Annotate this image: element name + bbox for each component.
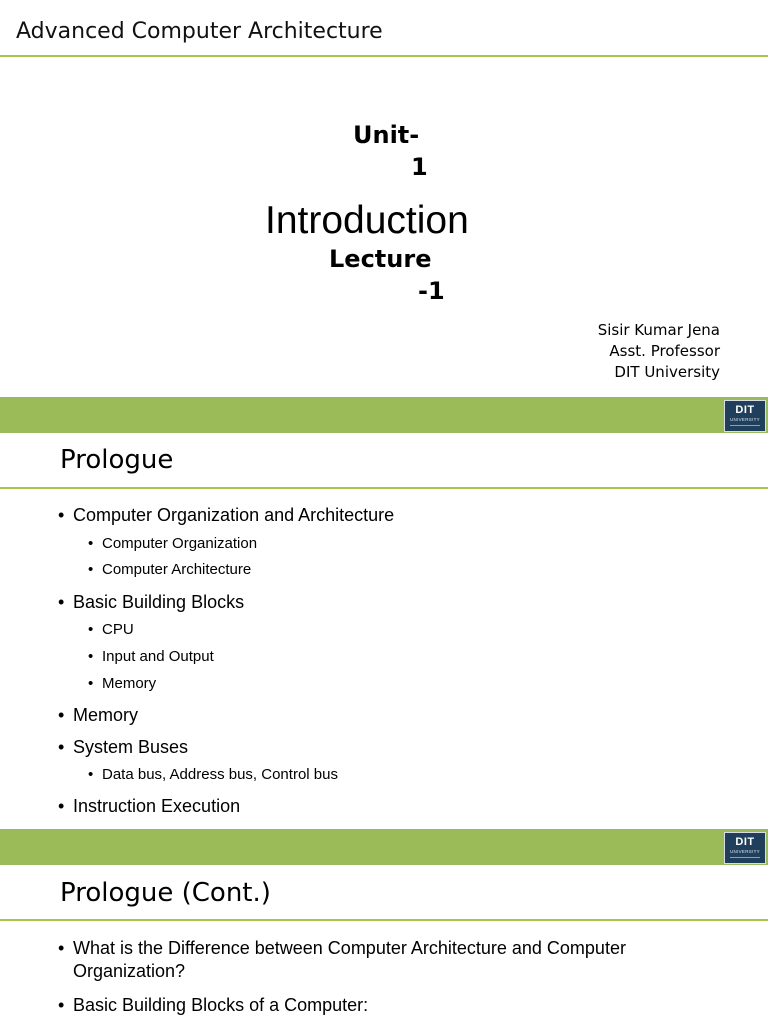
logo-line — [730, 857, 760, 858]
logo-text: DIT — [735, 836, 755, 848]
unit-label: Unit- — [353, 121, 420, 149]
course-title: Advanced Computer Architecture — [16, 19, 383, 44]
dit-university-logo — [724, 832, 766, 864]
sub-bullet-item: • Input and Output — [88, 648, 214, 665]
bullet-item: • Basic Building Blocks of a Computer: — [58, 995, 369, 1015]
bullet-item: • Memory — [58, 705, 139, 725]
sub-bullet-item: • CPU — [88, 621, 134, 638]
bullet-item: • Computer Organization and Architecture — [58, 505, 395, 525]
sub-bullet-item: • Data bus, Address bus, Control bus — [88, 766, 338, 783]
bullet-item: • System Buses — [58, 737, 189, 757]
unit-number: 1 — [411, 153, 428, 181]
author-affiliation: DIT University — [614, 363, 720, 381]
slide-title: Prologue — [60, 445, 174, 475]
author-block — [598, 320, 720, 383]
logo-line — [730, 425, 760, 426]
sub-bullet-item: • Memory — [88, 675, 157, 692]
logo-subtext: UNIVERSITY — [729, 417, 760, 422]
bullet-item: • Instruction Execution — [58, 796, 241, 816]
header-divider — [0, 55, 768, 57]
dit-university-logo — [724, 400, 766, 432]
slide-separator-band — [0, 397, 768, 433]
bullet-item: • Basic Building Blocks — [58, 592, 245, 612]
logo-subtext: UNIVERSITY — [729, 849, 760, 854]
title-divider — [0, 487, 768, 489]
lecture-label: Lecture — [329, 245, 432, 273]
sub-bullet-item: • Computer Organization — [88, 535, 258, 552]
lecture-number: -1 — [418, 277, 445, 305]
bullet-item: • What is the Difference between Computer Architecture and Computer Organization? — [58, 938, 626, 981]
title-divider — [0, 919, 768, 921]
logo-text: DIT — [735, 404, 755, 416]
author-name: Sisir Kumar Jena — [597, 321, 720, 339]
sub-bullet-item: • Computer Architecture — [88, 561, 252, 578]
slide-main-title: Introduction — [265, 199, 469, 242]
author-role: Asst. Professor — [609, 342, 720, 360]
slide-separator-band — [0, 829, 768, 865]
slide-title: Prologue (Cont.) — [60, 878, 271, 908]
